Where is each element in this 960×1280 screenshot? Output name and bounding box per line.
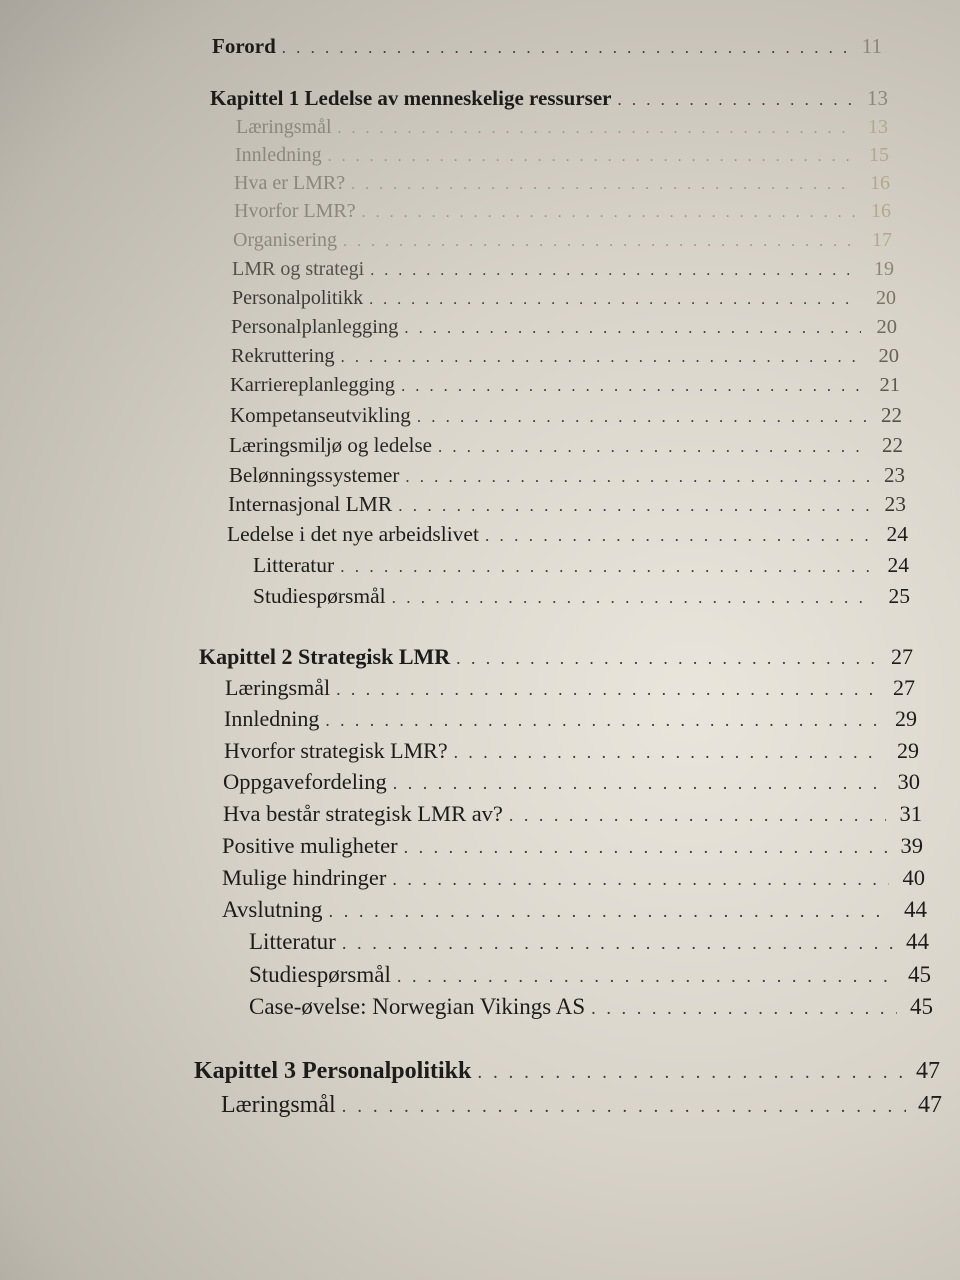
toc-entry-page: 23 — [884, 463, 905, 487]
toc-entry-page: 21 — [879, 374, 900, 396]
toc-entry-title: Læringsmål — [236, 116, 332, 138]
toc-chapter-3-row — [194, 1058, 940, 1085]
dot-leader — [454, 742, 883, 763]
toc-entry-row — [233, 229, 892, 252]
dot-leader — [405, 467, 869, 487]
toc-entry-title: Mulige hindringer — [222, 865, 387, 890]
toc-entry-page: 44 — [904, 897, 927, 922]
toc-entry-row — [230, 374, 900, 397]
dot-leader — [392, 869, 889, 890]
dot-leader — [336, 679, 879, 700]
toc-entry-page: 16 — [871, 200, 891, 222]
toc-entry-page: 20 — [878, 345, 899, 367]
dot-leader — [351, 176, 854, 194]
toc-entry-row — [234, 172, 890, 195]
toc-entry-page: 30 — [897, 769, 920, 794]
toc-entry-row — [235, 144, 889, 167]
dot-leader — [485, 526, 872, 546]
dot-leader — [362, 204, 855, 222]
dot-leader — [401, 376, 864, 396]
dot-leader — [509, 805, 886, 826]
toc-entry-page: 29 — [897, 738, 919, 763]
toc-entry-row — [222, 897, 927, 923]
toc-entry-page: 24 — [886, 522, 908, 546]
toc-entry-row — [222, 833, 923, 859]
dot-leader — [341, 347, 863, 367]
toc-entry-title: Internasjonal LMR — [228, 492, 393, 516]
toc-sub-entry-title: Studiespørsmål — [253, 584, 386, 608]
toc-entry-page: 29 — [895, 706, 917, 731]
toc-entry-title: Organisering — [233, 229, 338, 251]
dot-leader — [340, 557, 873, 577]
toc-entry-row — [221, 1092, 942, 1119]
toc-sub-entry-title: Litteratur — [253, 553, 335, 577]
toc-chapter-1-title: Kapittel 1 Ledelse av menneskelige ressurser — [210, 86, 612, 110]
toc-entry-row — [232, 287, 896, 310]
dot-leader — [617, 90, 852, 110]
dot-leader — [342, 933, 893, 954]
toc-entry-title: Personalplanlegging — [231, 316, 399, 338]
toc-entry-title: Læringsmål — [225, 675, 331, 700]
dot-leader — [398, 496, 870, 516]
toc-entry-row — [223, 769, 920, 795]
toc-entry-row — [224, 706, 917, 732]
toc-sub-entry-title: Litteratur — [249, 929, 336, 954]
toc-chapter-2-title: Kapittel 2 Strategisk LMR — [199, 644, 451, 669]
toc-sub-entry-row — [253, 584, 910, 609]
dot-leader — [393, 773, 884, 794]
toc-entry-title: Oppgavefordeling — [223, 769, 387, 794]
toc-entry-page: 16 — [870, 172, 890, 194]
dot-leader — [328, 148, 853, 166]
dot-leader — [342, 1096, 906, 1118]
toc-sub-entry-row — [249, 994, 933, 1020]
toc-entry-row — [231, 316, 897, 339]
toc-entry-page: 19 — [874, 258, 894, 280]
dot-leader — [329, 901, 891, 922]
toc-foreword-title: Forord — [212, 34, 276, 58]
toc-entry-page: 17 — [872, 229, 892, 251]
toc-sub-entry-title: Studiespørsmål — [249, 962, 391, 987]
dot-leader — [438, 437, 867, 457]
toc-entry-page: 40 — [902, 865, 925, 890]
dot-leader — [404, 837, 887, 858]
dot-leader — [397, 966, 895, 987]
toc-entry-title: Læringsmiljø og ledelse — [229, 433, 432, 457]
toc-chapter-1-page: 13 — [867, 86, 888, 110]
toc-entry-row — [230, 403, 902, 428]
toc-entry-row — [224, 738, 919, 764]
toc-entry-title: Karriereplanlegging — [230, 374, 396, 396]
toc-entry-row — [232, 258, 894, 281]
toc-entry-page: 20 — [876, 316, 897, 338]
toc-entry-page: 23 — [884, 492, 906, 516]
toc-entry-title: LMR og strategi — [232, 258, 365, 280]
toc-entry-row — [234, 200, 891, 223]
toc-entry-page: 47 — [918, 1092, 942, 1118]
toc-chapter-1-row — [210, 86, 888, 111]
toc-entry-title: Kompetanseutvikling — [230, 403, 411, 427]
toc-foreword-row — [212, 34, 882, 59]
toc-entry-title: Positive muligheter — [222, 833, 398, 858]
toc-entry-title: Innledning — [224, 706, 320, 731]
toc-entry-page: 22 — [881, 403, 902, 427]
toc-entry-row — [229, 433, 903, 458]
toc-entry-title: Hvorfor strategisk LMR? — [224, 738, 448, 763]
toc-sub-entry-row — [249, 929, 929, 955]
toc-entry-title: Rekruttering — [231, 345, 335, 367]
dot-leader — [370, 262, 858, 280]
toc-entry-title: Hva er LMR? — [234, 172, 346, 194]
toc-entry-row — [227, 522, 908, 547]
toc-sub-entry-title: Case-øvelse: Norwegian Vikings AS — [249, 994, 586, 1019]
dot-leader — [591, 998, 897, 1019]
toc-entry-row — [222, 865, 925, 891]
toc-entry-title: Avslutning — [222, 897, 323, 922]
toc-entry-row — [223, 801, 922, 827]
dot-leader — [338, 120, 852, 138]
dot-leader — [369, 291, 860, 309]
dot-leader — [477, 1062, 904, 1084]
toc-entry-title: Innledning — [235, 144, 322, 166]
toc-sub-entry-page: 24 — [887, 553, 909, 577]
toc-entry-title: Ledelse i det nye arbeidslivet — [227, 522, 479, 546]
toc-sub-entry-row — [249, 962, 931, 988]
toc-entry-page: 20 — [876, 287, 896, 309]
toc-chapter-2-row — [199, 644, 913, 670]
dot-leader — [325, 710, 881, 731]
dot-leader — [282, 38, 846, 58]
dot-leader — [404, 318, 861, 338]
toc-entry-title: Læringsmål — [221, 1092, 336, 1118]
toc-entry-page: 22 — [882, 433, 903, 457]
toc-entry-row — [231, 345, 899, 368]
toc-entry-page: 13 — [868, 116, 888, 138]
toc-entry-title: Belønningssystemer — [229, 463, 400, 487]
dot-leader — [456, 648, 877, 669]
toc-entry-page: 31 — [899, 801, 922, 826]
toc-entry-title: Personalpolitikk — [232, 287, 364, 309]
toc-sub-entry-row — [253, 553, 909, 578]
toc-chapter-2-page: 27 — [891, 644, 913, 669]
toc-entry-page: 39 — [900, 833, 923, 858]
dot-leader — [343, 233, 856, 251]
toc-sub-entry-page: 45 — [908, 962, 931, 987]
toc-entry-title: Hva består strategisk LMR av? — [223, 801, 503, 826]
toc-entry-page: 27 — [893, 675, 915, 700]
dot-leader — [417, 407, 866, 427]
toc-entry-row — [225, 675, 915, 701]
toc-foreword-page: 11 — [861, 34, 882, 58]
toc-entry-page: 15 — [869, 144, 889, 166]
toc-entry-row — [228, 492, 906, 517]
toc-chapter-3-title: Kapittel 3 Personalpolitikk — [194, 1058, 472, 1084]
toc-entry-row — [236, 116, 888, 139]
dot-leader — [392, 588, 874, 608]
toc-sub-entry-page: 45 — [910, 994, 933, 1019]
toc-sub-entry-page: 25 — [888, 584, 910, 608]
toc-sub-entry-page: 44 — [906, 929, 929, 954]
toc-chapter-3-page: 47 — [916, 1058, 940, 1084]
toc-entry-row — [229, 463, 905, 488]
toc-entry-title: Hvorfor LMR? — [234, 200, 356, 222]
